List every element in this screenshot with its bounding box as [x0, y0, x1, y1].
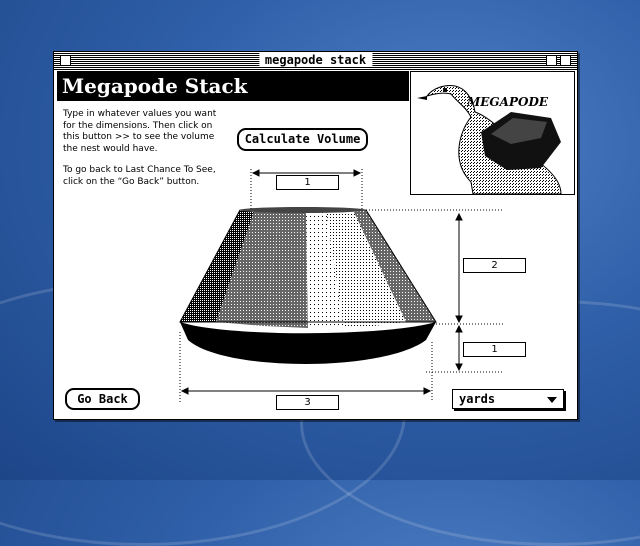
- logo-text: MEGAPODE: [467, 95, 549, 109]
- triangle-down-icon: [547, 397, 557, 403]
- instructions-text-back: To go back to Last Chance To See, click on the “Go Back” button.: [63, 165, 216, 187]
- base-height-field[interactable]: 1: [463, 342, 526, 357]
- page-title: Megapode Stack: [57, 71, 409, 101]
- frustum-height-field[interactable]: 2: [463, 258, 526, 273]
- calculate-volume-button[interactable]: Calculate Volume: [237, 128, 368, 151]
- window-title: megapode stack: [259, 53, 372, 67]
- top-diameter-field[interactable]: 1: [276, 175, 339, 190]
- units-select[interactable]: [452, 389, 564, 409]
- base-diameter-field[interactable]: 3: [276, 395, 339, 410]
- instructions-text: Type in whatever values you want for the dimensions. Then click on this button >> to see the volume the nest would have.: [63, 109, 217, 154]
- units-select-value: yards: [459, 392, 496, 406]
- app-window: [53, 51, 578, 420]
- nest-diagram: [54, 52, 577, 419]
- go-back-button[interactable]: Go Back: [65, 388, 140, 410]
